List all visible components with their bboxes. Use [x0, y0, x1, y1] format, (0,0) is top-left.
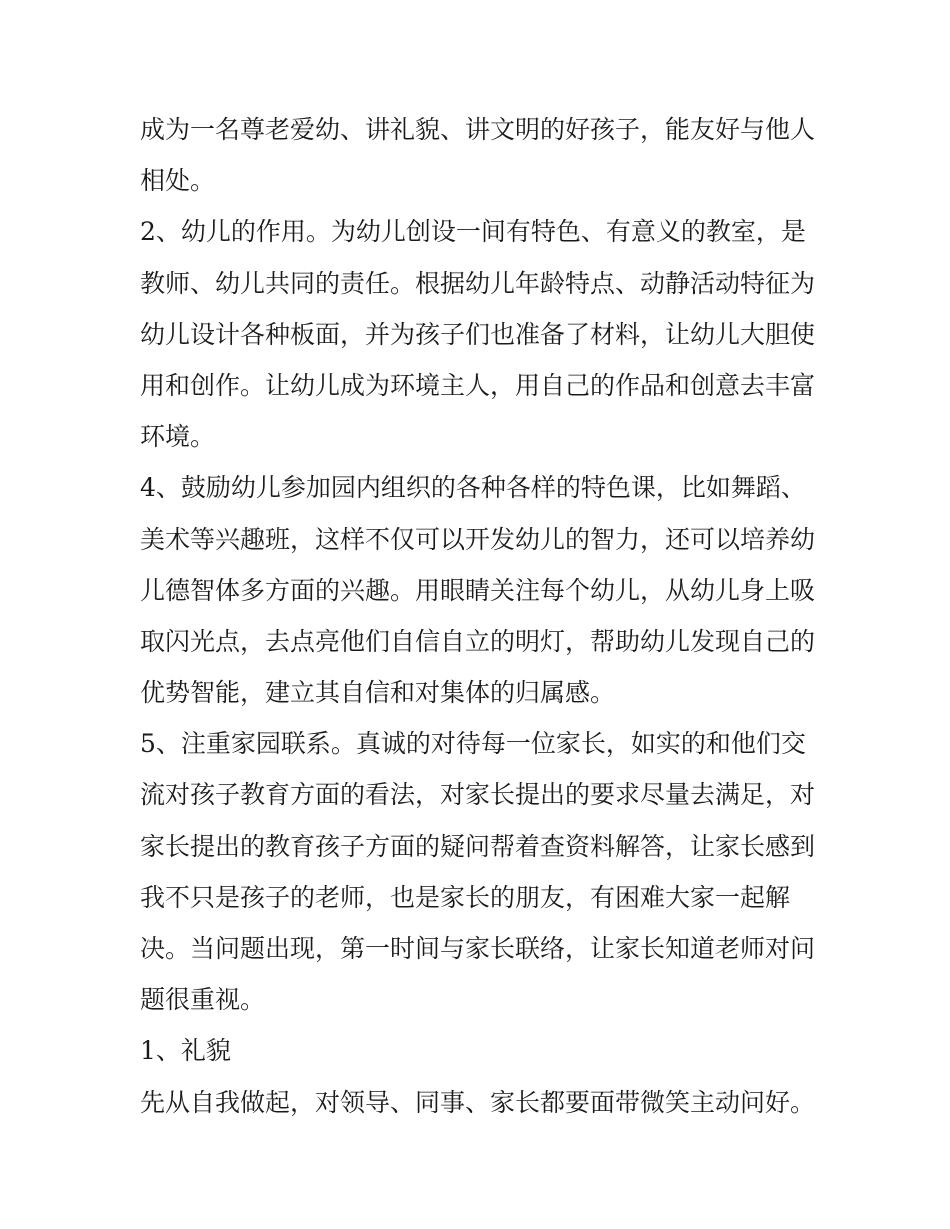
section-heading: 1、礼貌	[140, 1036, 231, 1066]
document-body	[140, 104, 820, 1128]
text-line: 相处。	[140, 166, 216, 196]
text-line: 环境。	[140, 422, 216, 452]
text-line: 教师、幼儿共同的责任。根据幼儿年龄特点、动静活动特征为	[140, 268, 816, 298]
text-line: 我不只是孩子的老师，也是家长的朋友，有困难大家一起解	[140, 882, 791, 912]
text-line: 儿德智体多方面的兴趣。用眼睛关注每个幼儿，从幼儿身上吸	[140, 575, 816, 605]
text-line: 题很重视。	[140, 985, 266, 1015]
text-line: 决。当问题出现，第一时间与家长联络，让家长知道老师对问	[140, 934, 816, 963]
text-line: 取闪光点，去点亮他们自信自立的明灯，帮助幼儿发现自己的	[140, 626, 816, 656]
text-line: 用和创作。让幼儿成为环境主人，用自己的作品和创意去丰富	[140, 370, 816, 400]
text-line: 2、幼儿的作用。为幼儿创设一间有特色、有意义的教室，是	[140, 217, 806, 247]
text-line: 先从自我做起，对领导、同事、家长都要面带微笑主动问好。	[140, 1087, 816, 1117]
text-line: 美术等兴趣班，这样不仅可以开发幼儿的智力，还可以培养幼	[140, 524, 816, 554]
text-line: 5、注重家园联系。真诚的对待每一位家长，如实的和他们交	[140, 729, 806, 759]
text-line: 成为一名尊老爱幼、讲礼貌、讲文明的好孩子，能友好与他人	[140, 115, 816, 144]
text-line: 4、鼓励幼儿参加园内组织的各种各样的特色课，比如舞蹈、	[140, 473, 806, 503]
text-line: 幼儿设计各种板面，并为孩子们也准备了材料，让幼儿大胆使	[140, 319, 816, 349]
text-line: 优势智能，建立其自信和对集体的归属感。	[140, 678, 616, 708]
text-line: 流对孩子教育方面的看法，对家长提出的要求尽量去满足，对	[140, 780, 816, 810]
text-line: 家长提出的教育孩子方面的疑问帮着查资料解答，让家长感到	[140, 831, 816, 861]
